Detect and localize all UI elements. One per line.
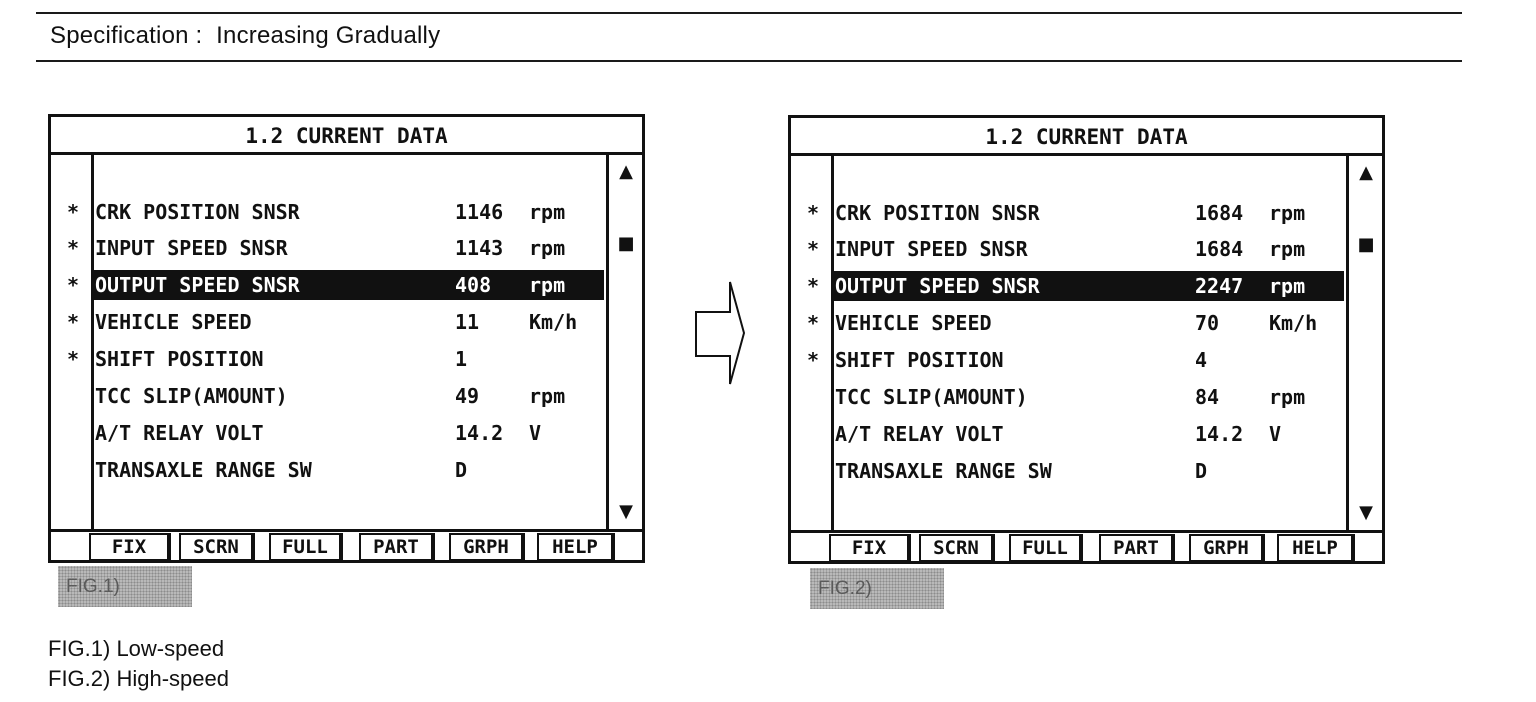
help-button[interactable]: HELP xyxy=(537,533,615,563)
data-row-selected[interactable] xyxy=(51,270,642,300)
row-label: TRANSAXLE RANGE SW xyxy=(95,458,312,482)
row-value: D xyxy=(1195,459,1208,483)
current-data-panel-1 xyxy=(48,114,645,563)
row-unit: rpm xyxy=(529,273,566,297)
row-label: VEHICLE SPEED xyxy=(835,311,992,335)
row-value: 1 xyxy=(455,347,468,371)
row-value: 70 xyxy=(1195,311,1220,335)
row-label: OUTPUT SPEED SNSR xyxy=(95,273,300,297)
monitored-star-icon: * xyxy=(66,236,80,260)
monitored-star-icon: * xyxy=(806,348,820,372)
current-data-panel-2 xyxy=(788,115,1385,564)
top-rule xyxy=(36,12,1462,14)
fix-button[interactable]: FIX xyxy=(89,533,171,563)
row-unit: Km/h xyxy=(529,310,578,334)
row-value: 49 xyxy=(455,384,480,408)
row-unit: rpm xyxy=(529,200,566,224)
panel-title: 1.2 CURRENT DATA xyxy=(51,117,642,155)
row-label: CRK POSITION SNSR xyxy=(835,201,1040,225)
monitored-star-icon: * xyxy=(806,274,820,298)
row-value: 14.2 xyxy=(455,421,504,445)
data-row[interactable] xyxy=(791,234,1382,264)
fig-1-label: FIG.1) xyxy=(58,566,192,607)
row-unit: rpm xyxy=(529,384,566,408)
monitored-star-icon: * xyxy=(66,200,80,224)
row-value: 2247 xyxy=(1195,274,1244,298)
fix-button[interactable]: FIX xyxy=(829,534,911,564)
row-value: 1684 xyxy=(1195,237,1244,261)
row-unit: Km/h xyxy=(1269,311,1318,335)
grph-button[interactable]: GRPH xyxy=(1189,534,1265,564)
row-value: D xyxy=(455,458,468,482)
monitored-star-icon: * xyxy=(66,273,80,297)
row-unit: rpm xyxy=(1269,237,1306,261)
full-button[interactable]: FULL xyxy=(269,533,343,563)
part-button[interactable]: PART xyxy=(1099,534,1175,564)
row-label: TCC SLIP(AMOUNT) xyxy=(835,385,1028,409)
data-row[interactable] xyxy=(51,418,642,448)
fig-2-label: FIG.2) xyxy=(810,568,944,609)
row-label: SHIFT POSITION xyxy=(95,347,264,371)
scroll-thumb-icon[interactable]: ■ xyxy=(1357,234,1375,255)
row-value: 1684 xyxy=(1195,201,1244,225)
data-row[interactable] xyxy=(791,456,1382,486)
spec-rule xyxy=(36,60,1462,62)
row-unit: rpm xyxy=(1269,385,1306,409)
row-label: INPUT SPEED SNSR xyxy=(835,237,1028,261)
row-unit: rpm xyxy=(1269,201,1306,225)
scroll-down-arrow-icon[interactable]: ▼ xyxy=(619,501,633,522)
data-row[interactable] xyxy=(51,381,642,411)
scroll-up-arrow-icon[interactable]: ▲ xyxy=(619,161,633,182)
full-button[interactable]: FULL xyxy=(1009,534,1083,564)
function-bar-divider xyxy=(51,529,642,532)
scroll-up-arrow-icon[interactable]: ▲ xyxy=(1359,162,1373,183)
data-row[interactable] xyxy=(791,308,1382,338)
right-arrow-icon xyxy=(694,280,746,386)
data-row-selected[interactable] xyxy=(791,271,1382,301)
part-button[interactable]: PART xyxy=(359,533,435,563)
function-bar-divider xyxy=(791,530,1382,533)
scroll-thumb-icon[interactable]: ■ xyxy=(617,233,635,254)
data-row[interactable] xyxy=(51,233,642,263)
monitored-star-icon: * xyxy=(806,201,820,225)
data-row[interactable] xyxy=(791,382,1382,412)
row-unit: V xyxy=(529,421,542,445)
help-button[interactable]: HELP xyxy=(1277,534,1355,564)
data-row[interactable] xyxy=(791,198,1382,228)
row-value: 408 xyxy=(455,273,492,297)
row-label: TCC SLIP(AMOUNT) xyxy=(95,384,288,408)
panel-title: 1.2 CURRENT DATA xyxy=(791,118,1382,156)
scrn-button[interactable]: SCRN xyxy=(179,533,255,563)
monitored-star-icon: * xyxy=(66,347,80,371)
data-row[interactable] xyxy=(51,307,642,337)
data-row[interactable] xyxy=(51,455,642,485)
scrn-button[interactable]: SCRN xyxy=(919,534,995,564)
scroll-down-arrow-icon[interactable]: ▼ xyxy=(1359,502,1373,523)
row-label: OUTPUT SPEED SNSR xyxy=(835,274,1040,298)
caption-fig-1: FIG.1) Low-speed xyxy=(48,636,225,661)
grph-button[interactable]: GRPH xyxy=(449,533,525,563)
row-label: VEHICLE SPEED xyxy=(95,310,252,334)
row-value: 1143 xyxy=(455,236,504,260)
row-label: INPUT SPEED SNSR xyxy=(95,236,288,260)
data-row[interactable] xyxy=(791,345,1382,375)
row-unit: rpm xyxy=(529,236,566,260)
monitored-star-icon: * xyxy=(806,237,820,261)
row-unit: V xyxy=(1269,422,1282,446)
row-label: TRANSAXLE RANGE SW xyxy=(835,459,1052,483)
caption-fig-2: FIG.2) High-speed xyxy=(48,666,229,691)
row-label: SHIFT POSITION xyxy=(835,348,1004,372)
row-value: 4 xyxy=(1195,348,1208,372)
row-value: 1146 xyxy=(455,200,504,224)
data-row[interactable] xyxy=(791,419,1382,449)
row-value: 14.2 xyxy=(1195,422,1244,446)
row-label: A/T RELAY VOLT xyxy=(95,421,264,445)
monitored-star-icon: * xyxy=(66,310,80,334)
specification-text: Specification : Increasing Gradually xyxy=(50,22,441,49)
data-row[interactable] xyxy=(51,344,642,374)
row-label: CRK POSITION SNSR xyxy=(95,200,300,224)
row-value: 84 xyxy=(1195,385,1220,409)
row-label: A/T RELAY VOLT xyxy=(835,422,1004,446)
data-row[interactable] xyxy=(51,197,642,227)
row-unit: rpm xyxy=(1269,274,1306,298)
monitored-star-icon: * xyxy=(806,311,820,335)
row-value: 11 xyxy=(455,310,480,334)
